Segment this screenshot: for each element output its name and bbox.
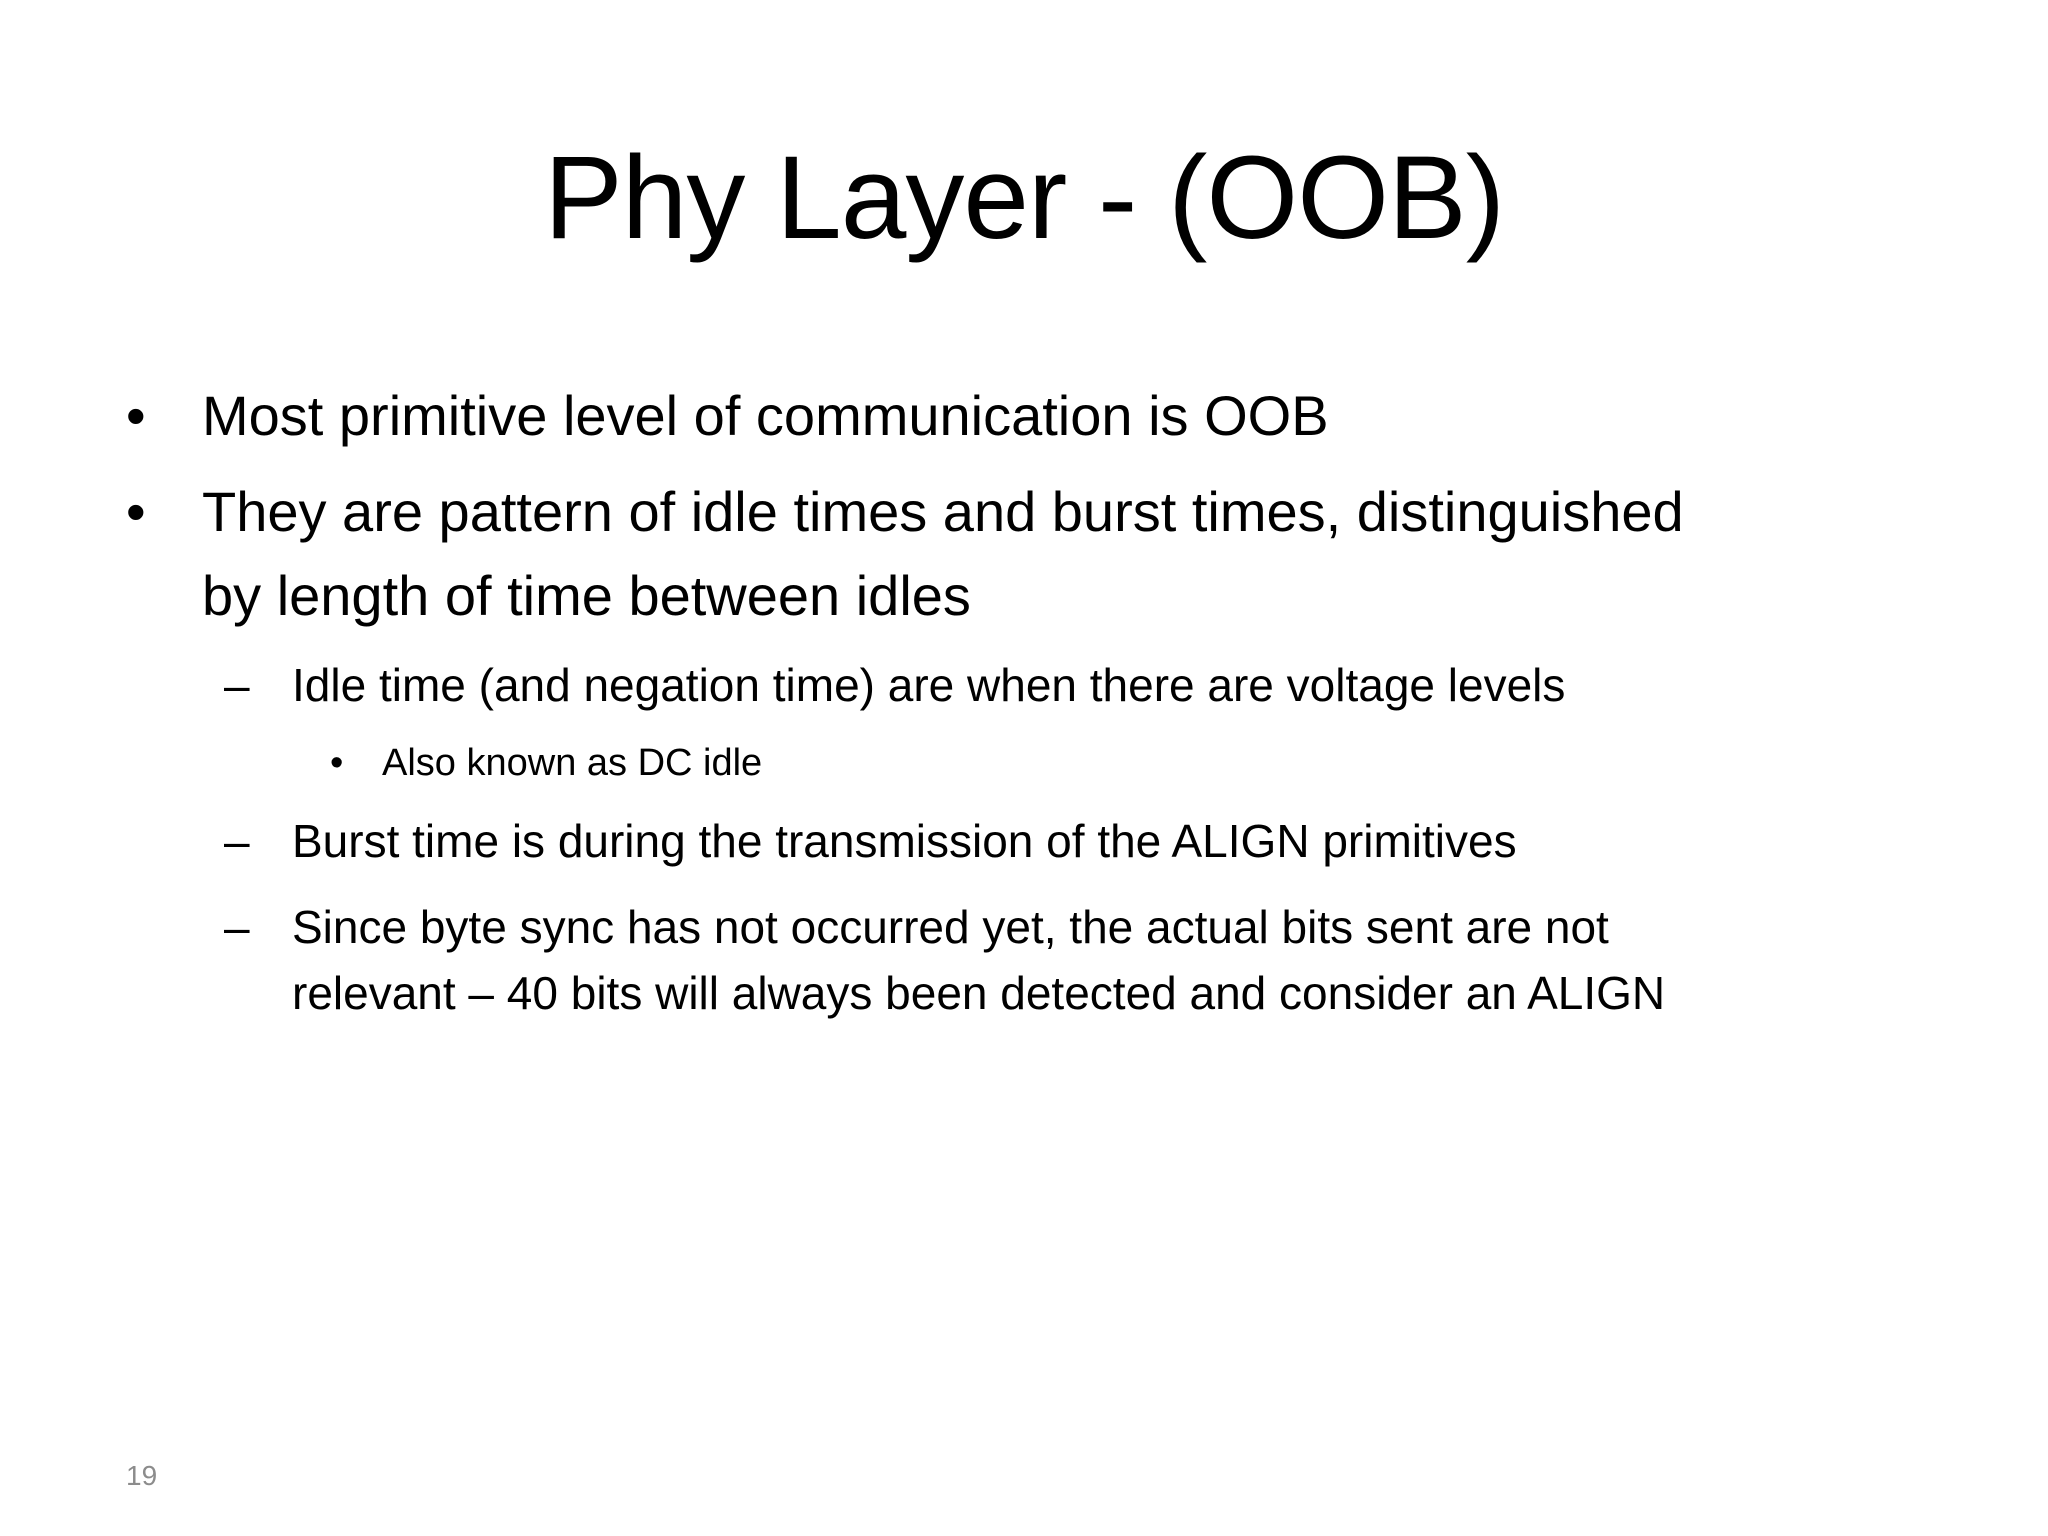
sub-item-text-continued: relevant – 40 bits will always been detected and consider an ALIGN (292, 967, 1666, 1019)
bullet-text: Most primitive level of communication is OOB (202, 384, 1329, 447)
sub-item-text: Since byte sync has not occurred yet, the actual bits sent are not (292, 901, 1609, 953)
slide-number: 19 (126, 1460, 158, 1491)
sub-item-text: Idle time (and negation time) are when there are voltage levels (292, 659, 1566, 711)
bullet-text: They are pattern of idle times and burst times, distinguished (202, 480, 1684, 543)
bullet-text-continued: by length of time between idles (202, 564, 971, 627)
bullet-marker: • (126, 384, 146, 447)
sub-sub-item-text: Also known as DC idle (382, 742, 763, 784)
sub-item-text: Burst time is during the transmission of the ALIGN primitives (292, 815, 1517, 867)
dash-marker: – (224, 659, 250, 711)
bullet-marker: • (330, 742, 344, 784)
slide-title: Phy Layer - (OOB) (543, 132, 1504, 264)
dash-marker: – (224, 815, 250, 867)
bullet-marker: • (126, 480, 146, 543)
dash-marker: – (224, 901, 250, 953)
